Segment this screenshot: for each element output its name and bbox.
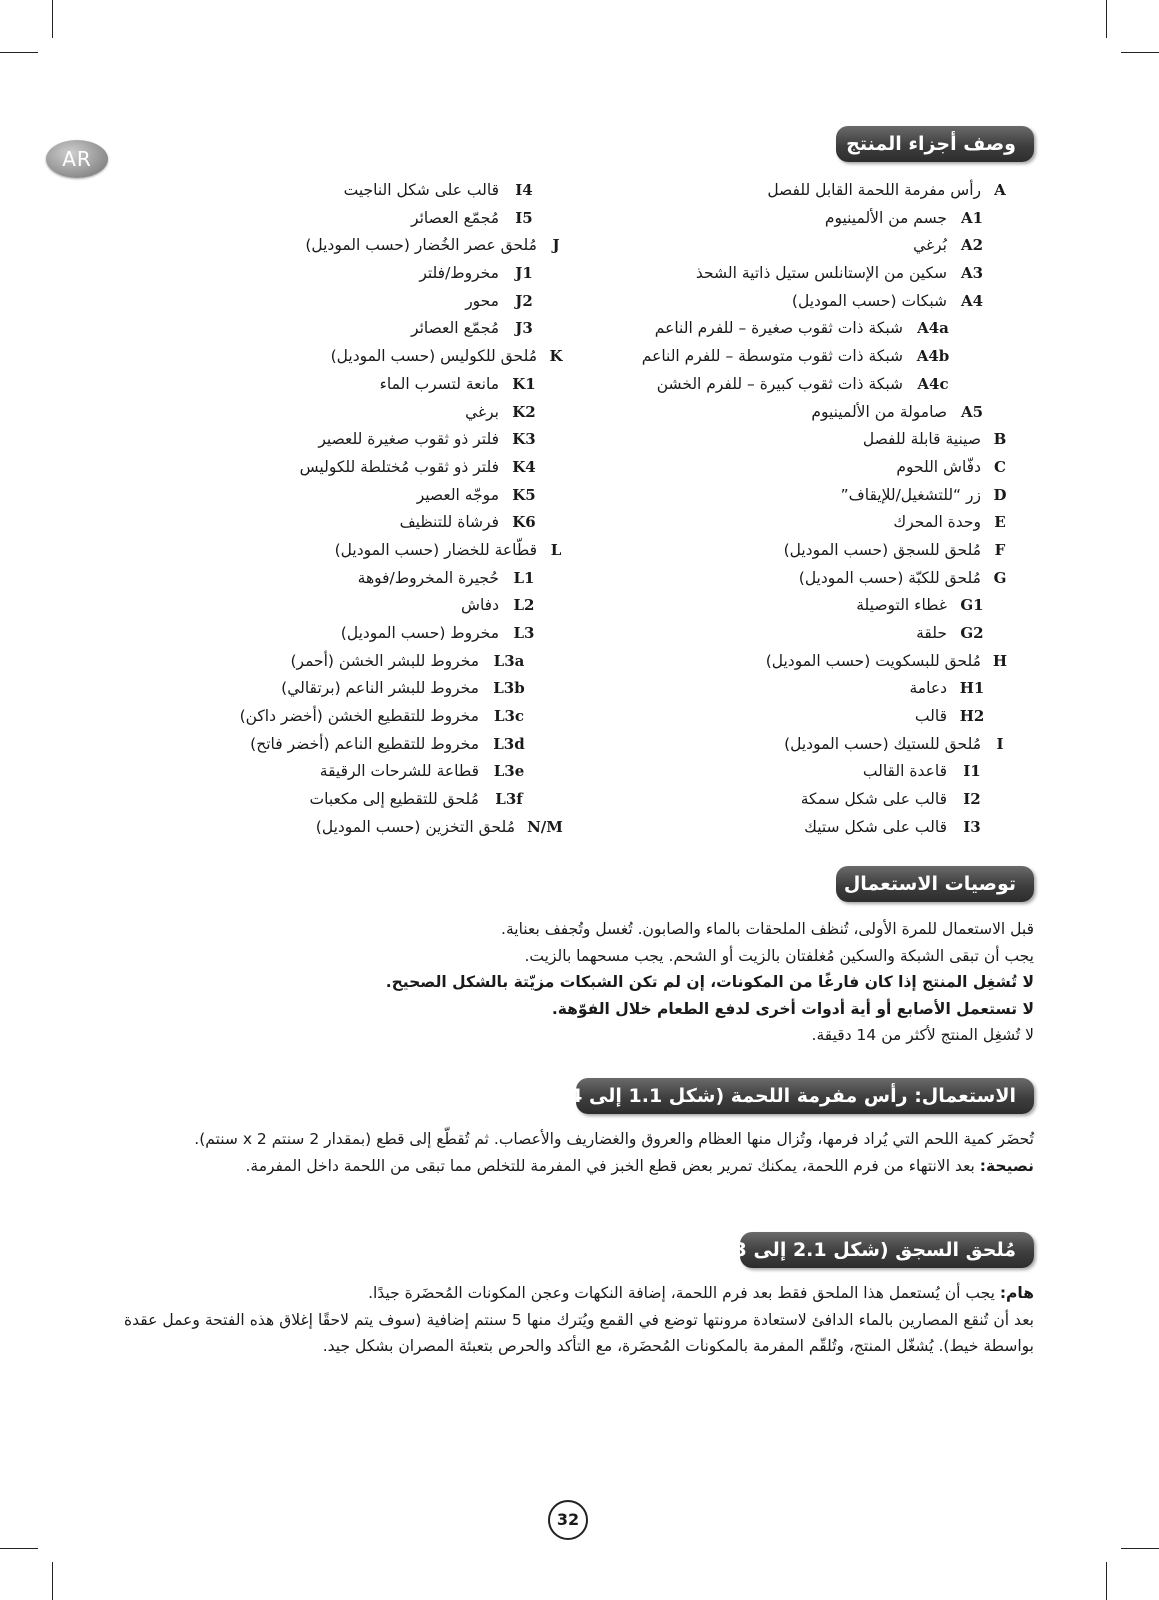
part-code: L3d [493,734,525,753]
part-code: K3 [512,430,536,449]
part-code: L3f [495,790,523,809]
part-item [137,814,567,842]
part-label: صامولة من الألمينيوم [811,402,947,421]
part-code: B [993,430,1007,449]
part-label: مُلحق للكبّة (حسب الموديل) [798,568,981,587]
part-label: مُلحق للستيك (حسب الموديل) [784,734,981,753]
part-code: I4 [515,181,533,199]
part-code: I3 [963,817,981,836]
section-heading-parts: وصف أجزاء المنتج [836,126,1034,162]
part-item [137,371,567,399]
part-item [137,731,567,759]
recommendation-line: لا تستعمل الأصابع أو أية أدوات أخرى لدفع الطعام خلال الفوّهة. [551,999,1034,1018]
recommendation-line: يجب أن تبقى الشبكة والسكين مُغلفتان بالزيت أو الشحم. يجب مسحهما بالزيت. [524,946,1034,965]
part-code: I [996,734,1004,753]
part-label: مُلحق للبسكويت (حسب الموديل) [765,651,981,670]
part-code: K5 [512,485,536,504]
part-item [581,177,1011,205]
sausage-text [124,1280,1034,1360]
part-item [137,426,567,454]
part-label: شبكة ذات ثقوب كبيرة – للفرم الخشن [656,374,903,393]
part-code: L [550,540,562,559]
important-label: هام: [999,1284,1034,1302]
part-label: مُلحق للسجق (حسب الموديل) [783,540,981,559]
part-label: فلتر ذو ثقوب صغيرة للعصير [318,430,499,449]
crop-mark [1106,1562,1107,1600]
part-label: شبكة ذات ثقوب متوسطة – للفرم الناعم [641,347,903,366]
part-code: F [994,540,1006,559]
part-code: A5 [960,402,984,421]
part-code: L3e [493,762,525,781]
part-label: محور [465,291,499,310]
part-label: دفاش [461,596,499,615]
part-code: L3b [493,679,525,698]
part-label: حُجيرة المخروط/فوهة [357,568,499,587]
part-label: مخروط للبشر الناعم (برتقالي) [281,679,479,698]
part-code: K4 [512,457,536,476]
part-label: مُلحق للكوليس (حسب الموديل) [330,347,537,366]
part-label: مُلحق للتقطيع إلى مكعبات [309,790,479,809]
part-item [137,482,567,510]
part-code: A [994,181,1006,199]
crop-mark [1121,52,1159,53]
part-item [137,565,567,593]
part-label: حلقة [916,624,947,642]
part-label: قاعدة القالب [862,762,947,781]
crop-mark [1106,0,1107,38]
part-item [137,703,567,731]
part-code: K [549,347,563,366]
crop-mark [52,0,53,38]
part-item [581,454,1011,482]
part-item [137,260,567,288]
part-code: J [552,236,560,255]
recommendations-text [114,916,1034,1049]
recommendation-line: لا تُشغِل المنتج إذا كان فارغًا من المكونات، إن لم تكن الشبكات مزيّتة بالشكل الصحيح. [385,973,1034,991]
part-label: مخروط (حسب الموديل) [340,624,499,642]
part-code: G1 [960,596,984,615]
part-label: زر “للتشغيل/للإيقاف” [840,485,981,504]
part-code: I5 [515,208,533,227]
part-code: G [993,568,1007,587]
part-item [137,288,567,316]
part-code: A3 [960,264,984,283]
part-item [581,592,1011,620]
part-item [137,205,567,233]
part-item [137,315,567,343]
part-item [581,399,1011,427]
part-item [137,177,567,205]
recommendation-line: لا تُشغِل المنتج لأكثر من 14 دقيقة. [811,1026,1034,1044]
crop-mark [1121,1548,1159,1549]
part-label: مخروط للتقطيع الخشن (أخضر داكن) [239,707,479,726]
part-code: H2 [959,707,985,726]
part-code: L1 [513,568,535,587]
part-item [581,205,1011,233]
part-label: شبكات (حسب الموديل) [791,291,947,310]
parts-list-right [581,177,1011,842]
page-number: 32 [548,1500,588,1540]
grinder-instruction: تُحضَر كمية اللحم التي يُراد فرمها، وتُزال منها العظام والعروق والغضاريف والأعصاب. ثم تُقطّع إلى قطع (بمقدار 2 سنتم x 2 سنتم). [194,1130,1034,1148]
part-label: فرشاة للتنظيف [399,513,499,532]
part-label: مخروط للتقطيع الناعم (أخضر فاتح) [250,734,479,753]
part-label: قطاعة للشرحات الرقيقة [319,762,479,781]
part-label: قالب [914,707,947,726]
part-label: مخروط للبشر الخشن (أحمر) [290,651,479,670]
part-code: A4a [917,319,949,338]
section-heading-grinder: الاستعمال: رأس مفرمة اللحمة (شكل 1.1 إلى 1.4) [576,1078,1034,1114]
part-code: C [994,457,1006,476]
part-code: K6 [512,513,536,532]
sausage-important [124,1280,1034,1307]
tip-label: نصيحة: [979,1156,1034,1175]
part-label: شبكة ذات ثقوب صغيرة – للفرم الناعم [654,319,903,338]
recommendation-line: قبل الاستعمال للمرة الأولى، تُنظف الملحقات بالماء والصابون. تُغسل وتُجفف بعناية. [501,920,1034,938]
part-code: K2 [512,402,536,421]
part-code: I1 [963,762,981,781]
tip-text: بعد الانتهاء من فرم اللحمة، يمكنك تمرير بعض قطع الخبز في المفرمة للتخلص مما تبقى من اللحمة داخل المفرمة. [245,1156,980,1175]
part-label: دعامة [909,679,947,698]
part-item [137,232,567,260]
part-code: J3 [515,319,533,338]
section-heading-recommendations: توصيات الاستعمال [836,866,1034,902]
part-item [137,675,567,703]
part-item [137,399,567,427]
part-code: A4 [960,291,984,310]
part-code: J1 [515,264,533,283]
part-label: دفّاش اللحوم [896,457,981,476]
part-code: L2 [513,596,535,615]
part-code: L3 [513,624,535,642]
part-item [581,565,1011,593]
part-label: مُجمّع العصائر [411,208,499,227]
part-item [137,592,567,620]
part-code: A2 [960,236,984,255]
language-badge: AR [46,140,108,178]
part-item [137,620,567,648]
part-item [581,758,1011,786]
part-label: مخروط/فلتر [419,264,499,283]
part-label: سكين من الإستانلس ستيل ذاتية الشحذ [695,264,947,283]
part-item [581,648,1011,676]
part-label: رأس مفرمة اللحمة القابل للفصل [767,181,981,199]
part-item [581,814,1011,842]
part-label: مُجمّع العصائر [411,319,499,338]
grinder-tip [124,1153,1034,1180]
part-item [581,537,1011,565]
part-item [137,343,567,371]
part-code: E [994,513,1006,532]
part-item [137,758,567,786]
crop-mark [0,1548,38,1549]
part-label: مُلحق عصر الخُضار (حسب الموديل) [305,236,537,255]
part-code: H [992,651,1008,670]
part-code: I2 [963,790,981,809]
part-code: H1 [959,679,985,698]
part-code: A1 [960,208,984,227]
part-item [581,371,1011,399]
part-item [581,703,1011,731]
grinder-text [124,1126,1034,1179]
parts-list-left [137,177,567,842]
part-label: موجّه العصير [416,485,499,504]
part-label: مُلحق التخزين (حسب الموديل) [315,817,515,836]
part-code: K1 [512,374,536,393]
part-item [581,315,1011,343]
part-label: قالب على شكل ستيك [804,817,947,836]
part-item [581,482,1011,510]
part-label: قطّاعة للخضار (حسب الموديل) [334,540,537,559]
part-code: J2 [515,291,533,310]
part-item [137,509,567,537]
part-item [581,675,1011,703]
part-label: وحدة المحرك [893,513,981,532]
part-item [137,648,567,676]
part-item [581,288,1011,316]
part-item [581,260,1011,288]
part-label: بُرغي [913,236,947,255]
part-item [137,537,567,565]
part-label: قالب على شكل الناجيت [343,181,499,199]
part-item [581,620,1011,648]
part-item [581,232,1011,260]
part-item [581,343,1011,371]
part-code: D [993,485,1007,504]
part-code: G2 [960,624,984,642]
part-code: L3a [493,651,525,670]
section-heading-sausage: مُلحق السجق (شكل 2.1 إلى 2.3) [740,1232,1034,1268]
part-item [581,509,1011,537]
part-label: جسم من الألمينيوم [824,208,947,227]
part-label: فلتر ذو ثقوب مُختلطة للكوليس [299,457,499,476]
crop-mark [52,1562,53,1600]
crop-mark [0,52,38,53]
part-item [581,786,1011,814]
important-text: يجب أن يُستعمل هذا الملحق فقط بعد فرم اللحمة، إضافة النكهات وعجن المكونات المُحضَرة جيدًا. [368,1284,1000,1302]
part-item [581,731,1011,759]
part-code: N/M [527,817,563,836]
sausage-instructions: بعد أن تُنقع المصارين بالماء الدافئ لاستعادة مرونتها توضع في القمع ويُترك منها 5 سنتم إضافية (سوف يتم لاحقًا إغلاق هذه الفتحة وعمل عقدة بواسطة خيط). يُشغّل المنتج، وتُلقّم المفرمة بالمكونات المُحضَرة، مع التأكد والحرص بتعبئة المصران بشكل جيد. [124,1310,1034,1355]
part-code: A4c [917,374,949,393]
part-label: قالب على شكل سمكة [800,790,947,809]
part-code: A4b [916,347,950,366]
part-label: صينية قابلة للفصل [862,430,981,449]
part-label: برغي [465,402,499,421]
part-item [581,426,1011,454]
part-label: مانعة لتسرب الماء [379,374,499,393]
part-code: L3c [493,707,525,726]
part-label: غطاء التوصيلة [856,596,947,615]
part-item [137,454,567,482]
part-item [137,786,567,814]
